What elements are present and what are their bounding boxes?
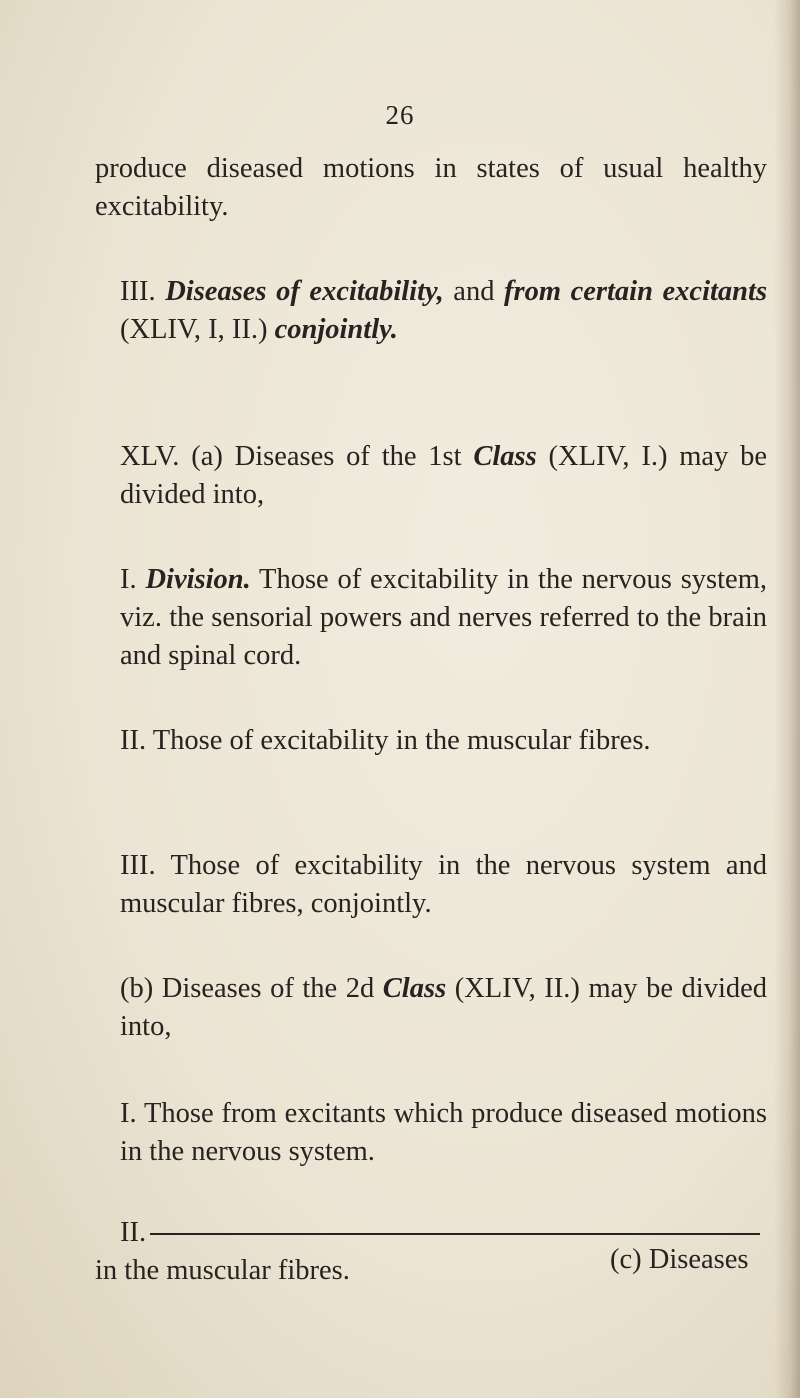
paragraph-text-a: (b) Diseases of the 2d bbox=[120, 973, 375, 1004]
paragraph-body: Those of excitability in the nervous system, viz. the sensorial powers and nerves referred to the brain and spinal cord. bbox=[120, 564, 767, 671]
heading-title-b: from certain excitants bbox=[504, 276, 768, 307]
paragraph-ii bbox=[95, 722, 767, 760]
paragraph-b-i bbox=[95, 1095, 767, 1171]
paragraph-text bbox=[95, 847, 767, 923]
paragraph-label: I. bbox=[120, 564, 137, 595]
paragraph-text bbox=[95, 970, 767, 1046]
heading-label: III. bbox=[120, 276, 156, 307]
paragraph-text bbox=[95, 561, 767, 675]
paragraph-text bbox=[95, 1095, 767, 1171]
paragraph-body: Those from excitants which produce diseased motions in the nervous system. bbox=[120, 1098, 767, 1167]
page-edge-shadow bbox=[774, 0, 800, 1398]
heading-ref: (XLIV, I, II.) bbox=[120, 314, 268, 345]
division-word: Division. bbox=[145, 564, 251, 595]
paragraph-continuation bbox=[95, 150, 767, 226]
paragraph-label: II. bbox=[120, 1217, 147, 1248]
paragraph-text-b: (XLIV, I.) may be divided into, bbox=[120, 441, 768, 510]
paragraph-label: III. bbox=[120, 850, 156, 881]
paragraph-label: I. bbox=[120, 1098, 137, 1129]
paragraph-xlv bbox=[95, 438, 767, 514]
paragraph-text-a: (a) Diseases of the 1st bbox=[191, 441, 462, 472]
heading-title-c: conjointly. bbox=[274, 314, 398, 345]
page-number: 26 bbox=[385, 100, 415, 130]
paragraph-body: Those of excitability in the nervous system and muscular fibres, conjointly. bbox=[120, 850, 767, 919]
paragraph-iii bbox=[95, 847, 767, 923]
section-heading-iii bbox=[95, 273, 767, 349]
class-word: Class bbox=[382, 973, 447, 1004]
paragraph-text bbox=[95, 722, 767, 760]
heading-text bbox=[95, 273, 767, 349]
ditto-rule bbox=[150, 1233, 760, 1235]
heading-joiner: and bbox=[453, 276, 495, 307]
paragraph-body: Those of excitability in the muscular fibres. bbox=[152, 725, 651, 756]
paragraph-label: XLV. bbox=[120, 441, 180, 472]
catchword: (c) Diseases bbox=[610, 1244, 749, 1275]
paragraph-text-b: (XLIV, II.) may be divided into, bbox=[120, 973, 768, 1042]
paragraph-body: in the muscular fibres. bbox=[95, 1255, 350, 1286]
paragraph-text bbox=[95, 438, 767, 514]
heading-title-a: Diseases of excitability, bbox=[165, 276, 444, 307]
paragraph-b bbox=[95, 970, 767, 1046]
paragraph-division-i bbox=[95, 561, 767, 675]
paragraph-text: produce diseased motions in states of usual healthy excitability. bbox=[95, 153, 767, 222]
paragraph-label: II. bbox=[120, 725, 147, 756]
class-word: Class bbox=[473, 441, 537, 472]
